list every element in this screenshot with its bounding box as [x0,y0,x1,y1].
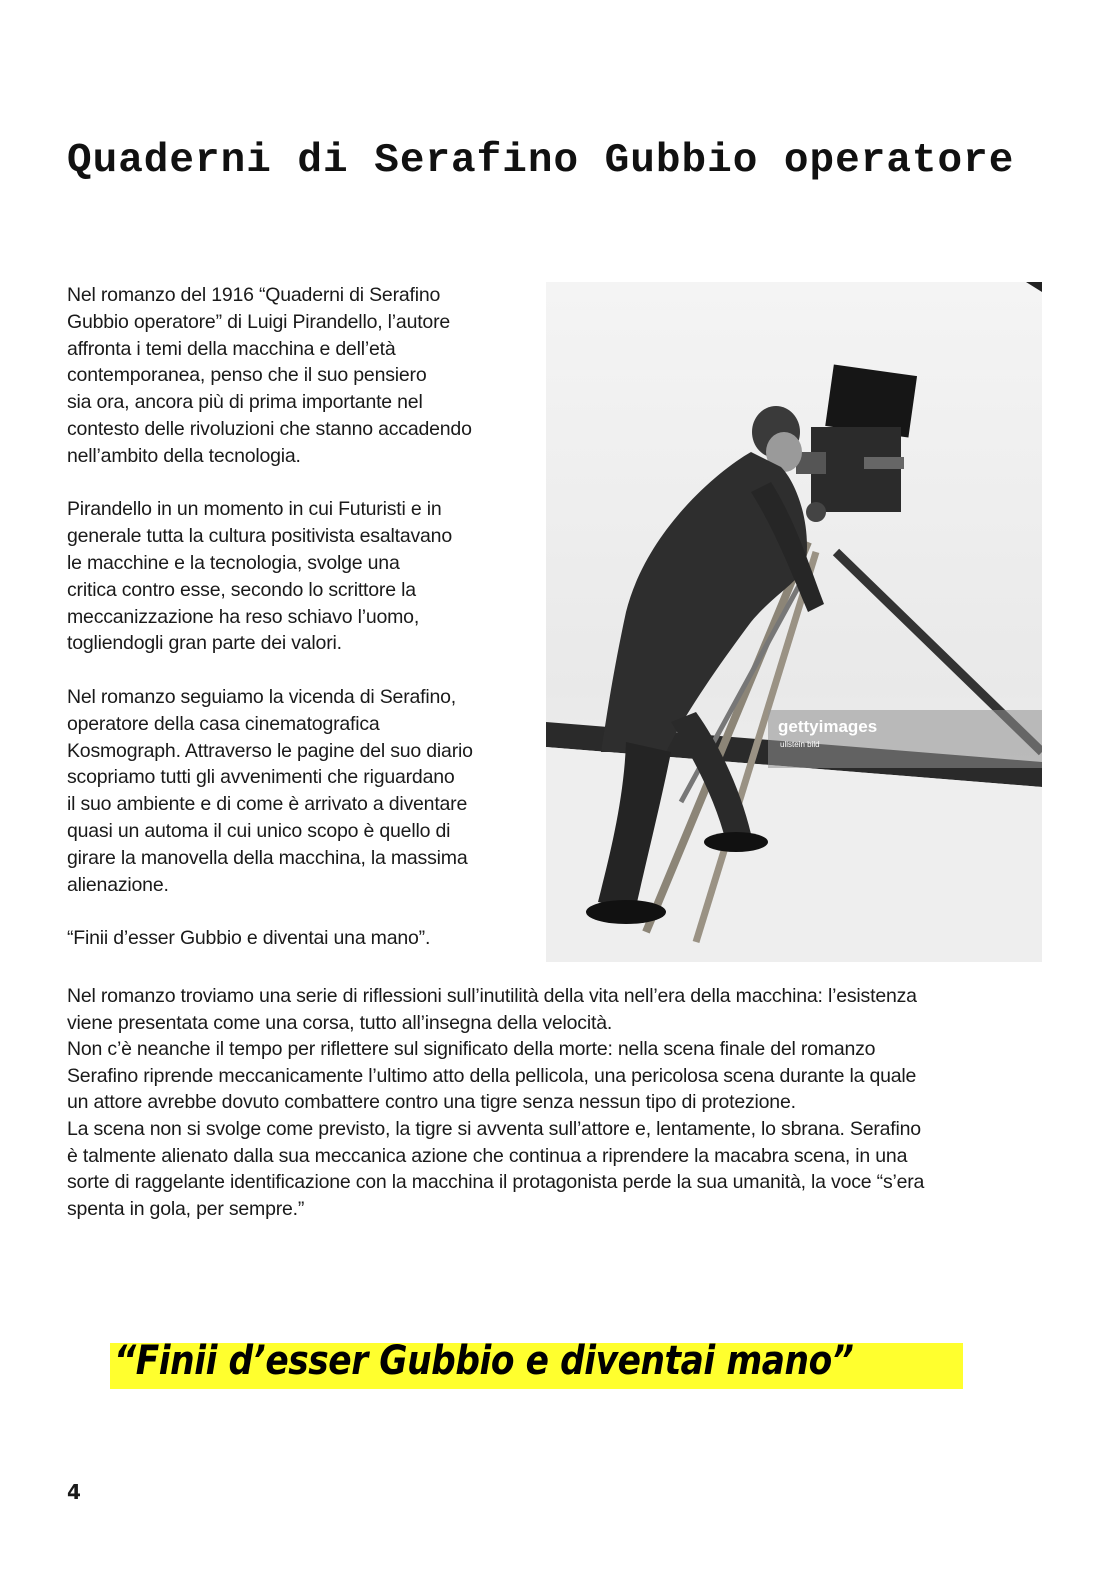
text-line: operatore della casa cinematografica [67,712,380,735]
cameraman-illustration [546,282,1042,962]
text-line: sia ora, ancora più di prima importante nel [67,391,423,414]
text-line: affronta i temi della macchina e dell’età [67,337,396,360]
cameraman-photo [546,282,1042,962]
paragraph-2 [67,496,537,657]
text-line: contemporanea, penso che il suo pensiero [67,364,427,387]
text-line: Serafino riprende meccanicamente l’ultimo atto della pellicola, una pericolosa scena durante la quale [67,1064,917,1087]
text-line: critica contro esse, secondo lo scrittore la [67,578,416,601]
text-line: spenta in gola, per sempre.” [67,1197,305,1220]
getty-watermark: gettyimages [778,717,878,736]
text-line: Nel romanzo del 1916 “Quaderni di Serafino [67,284,441,306]
text-line: un attore avrebbe dovuto combattere contro una tigre senza nessun tipo di protezione. [67,1091,796,1114]
text-line: le macchine e la tecnologia, svolge una [67,551,400,574]
intro-column [67,282,537,979]
text-line: girare la manovella della macchina, la massima [67,846,468,869]
text-line: Gubbio operatore” di Luigi Pirandello, l’autore [67,310,451,333]
text-line: alienazione. [67,873,169,896]
text-line: scopriamo tutti gli avvenimenti che riguardano [67,766,455,789]
getty-credit: ullstein bild [780,740,820,749]
text-line: La scena non si svolge come previsto, la tigre si avventa sull’attore e, lentamente, lo sbrana. Serafino [67,1117,921,1140]
body-paragraph [67,983,1057,1222]
pull-quote: “Finii d’esser Gubbio e diventai mano” [114,1338,854,1384]
text-line: quasi un automa il cui unico scopo è quello di [67,819,451,842]
page-number: 4 [67,1480,81,1504]
text-line: meccanizzazione ha reso schiavo l’uomo, [67,605,420,628]
text-line: Nel romanzo seguiamo la vicenda di Serafino, [67,685,456,708]
page-title: Quaderni di Serafino Gubbio operatore [67,138,1015,184]
paragraph-4-quote [67,925,537,952]
text-line: Pirandello in un momento in cui Futuristi e in [67,498,442,521]
text-line: contesto delle rivoluzioni che stanno accadendo [67,417,472,440]
text-line: sorte di raggelante identificazione con la macchina il protagonista perde la sua umanità, la voce “s’era [67,1171,925,1194]
text-line: il suo ambiente e di come è arrivato a diventare [67,793,468,816]
paragraph-1 [67,282,537,470]
text-line: nell’ambito della tecnologia. [67,444,301,467]
paragraph-3 [67,684,537,898]
text-line: Nel romanzo troviamo una serie di riflessioni sull’inutilità della vita nell’era della macchina: l’esistenza [67,985,917,1007]
text-line: Kosmograph. Attraverso le pagine del suo diario [67,739,473,762]
text-line: viene presentata come una corsa, tutto all’insegna della velocità. [67,1011,613,1034]
text-line: Non c’è neanche il tempo per riflettere sul significato della morte: nella scena finale del romanzo [67,1038,876,1061]
text-line: è talmente alienato dalla sua meccanica azione che continua a riprendere la macabra scena, in una [67,1144,908,1167]
text-line: “Finii d’esser Gubbio e diventai una mano”. [67,927,431,950]
text-line: generale tutta la cultura positivista esaltavano [67,525,452,548]
text-line: togliendogli gran parte dei valori. [67,632,342,655]
